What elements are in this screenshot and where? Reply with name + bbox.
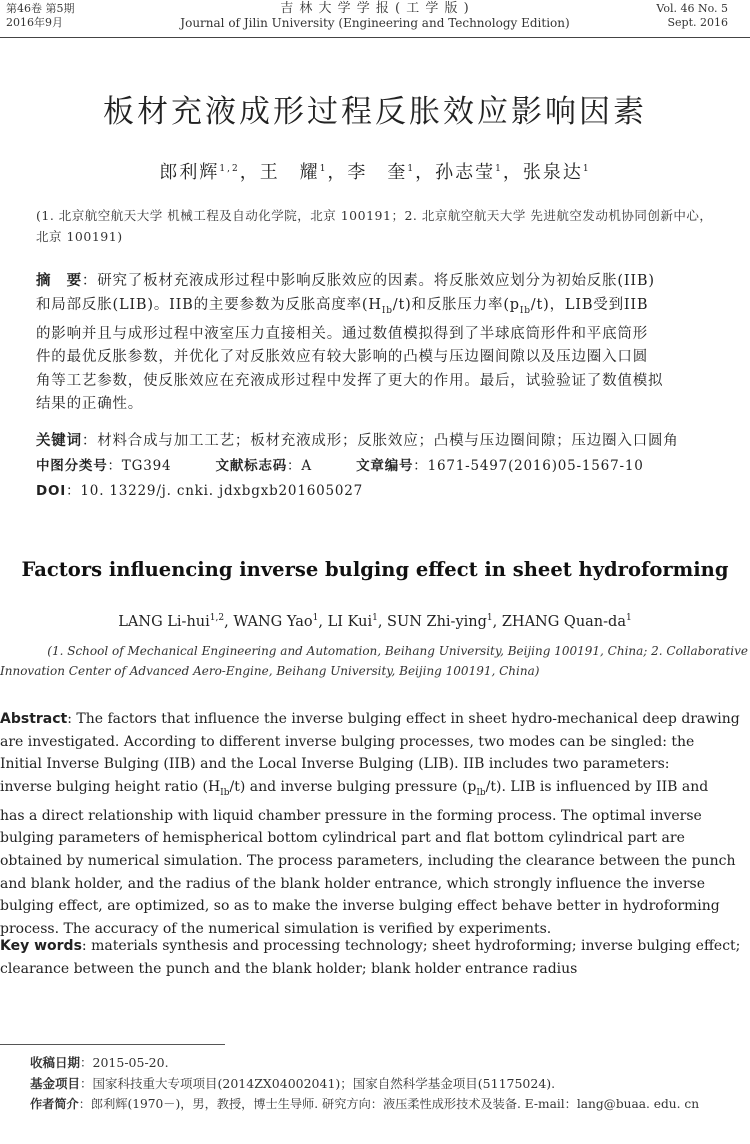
clc-value: ：TG394 bbox=[107, 458, 172, 474]
author-bio-label: 作者简介 bbox=[30, 1097, 79, 1111]
abstract-cn-line: 结果的正确性。 bbox=[36, 396, 144, 413]
abstract-en-line: bulging effect, are optimized, so as to make the inverse bulging effect behave better in hydroforming bbox=[0, 898, 720, 915]
keywords-en-line: clearance between the punch and the blank holder; blank holder entrance radius bbox=[0, 960, 578, 977]
doi-label: DOI bbox=[36, 483, 67, 499]
keywords-cn-text: ：材料合成与加工工艺；板材充液成形；反胀效应；凸模与压边圈间隙；压边圈入口圆角 bbox=[81, 433, 679, 449]
abstract-en-line: process. The accuracy of the numerical simulation is verified by experiments. bbox=[0, 921, 552, 938]
abstract-en-label: Abstract bbox=[0, 711, 68, 727]
abstract-cn-line: 的影响并且与成形过程中液室压力直接相关。通过数值模拟得到了半球底筒形件和平底筒形 bbox=[36, 325, 648, 342]
funding-value: ：国家科技重大专项项目(2014ZX04002041)；国家自然科学基金项目(51175024). bbox=[80, 1076, 556, 1091]
abstract-en-line: : The factors that influence the inverse bulging effect in sheet hydro-mechanical deep drawing bbox=[67, 711, 740, 727]
abstract-en-line: has a direct relationship with liquid chamber pressure in the forming process. The optimal inverse bbox=[0, 807, 702, 824]
abstract-en-line: and blank holder, and the radius of the blank holder entrance, which strongly influence the inverse bbox=[0, 875, 706, 892]
doi-value[interactable]: ：10. 13229/j. cnki. jdxbgxb201605027 bbox=[66, 483, 364, 499]
author-en: LANG Li-hui bbox=[118, 614, 210, 630]
journal-name bbox=[150, 2, 600, 30]
author-list-cn: 郎利辉$^{1,2}$，王 耀$^1$，李 奎$^1$，孙志莹$^1$，张泉达$^1$ bbox=[159, 162, 591, 183]
abstract-cn bbox=[36, 270, 726, 417]
author-affil-mark: 1 bbox=[319, 164, 328, 174]
author-en: ZHANG Quan-da bbox=[501, 614, 626, 630]
doc-code-label: 文献标志码 bbox=[215, 458, 288, 474]
abstract-en bbox=[0, 708, 748, 941]
date-cn: 2016年9月 bbox=[6, 16, 63, 29]
volume-issue-en: Vol. 46 No. 5 bbox=[656, 2, 728, 15]
author-cn: 郎利辉 bbox=[159, 162, 220, 183]
keywords-en-label: Key words bbox=[0, 938, 82, 954]
subscript: Ib bbox=[381, 305, 393, 316]
author-affil-mark: 1 bbox=[625, 613, 632, 624]
author-en: WANG Yao bbox=[233, 614, 313, 630]
author-en: LI Kui bbox=[327, 614, 373, 630]
journal-volume-issue bbox=[6, 2, 75, 30]
abstract-cn-line: ：研究了板材充液成形过程中影响反胀效应的因素。将反胀效应划分为初始反胀(IIB) bbox=[81, 273, 655, 289]
author-cn: 李 奎 bbox=[347, 162, 408, 183]
keywords-cn-label: 关键词 bbox=[36, 433, 82, 449]
subscript: Ib bbox=[476, 787, 486, 798]
doi-line bbox=[36, 480, 363, 504]
article-no-label: 文章编号 bbox=[356, 458, 414, 474]
author-cn: 孙志莹 bbox=[435, 162, 496, 183]
keywords-en-line: : materials synthesis and processing technology; sheet hydroforming; inverse bulging effect; bbox=[81, 938, 741, 954]
author-en: SUN Zhi-ying bbox=[387, 614, 487, 630]
abstract-en-line: inverse bulging height ratio (H bbox=[0, 779, 221, 796]
funding-label: 基金项目 bbox=[30, 1076, 81, 1091]
classification-line bbox=[36, 455, 644, 479]
subscript: Ib bbox=[519, 305, 531, 316]
journal-volume-issue-en bbox=[656, 2, 728, 30]
abstract-cn-line: 和局部反胀(LIB)。IIB的主要参数为反胀高度率(H bbox=[36, 296, 382, 313]
abstract-cn-line: 件的最优反胀参数，并优化了对反胀效应有较大影响的凸模与压边圈间隙以及压边圈入口圆 bbox=[36, 349, 648, 366]
journal-name-en: Journal of Jilin University (Engineering and Technology Edition) bbox=[180, 16, 570, 30]
clc-label: 中图分类号 bbox=[36, 458, 108, 474]
affiliation-en bbox=[0, 641, 750, 681]
keywords-en bbox=[0, 935, 748, 980]
author-affil-mark: 1 bbox=[486, 613, 493, 624]
abstract-en-line: obtained by numerical simulation. The process parameters, including the clearance between the punch bbox=[0, 853, 736, 870]
affiliation-en-line: Innovation Center of Advanced Aero-Engine, Beihang University, Beijing 100191, China) bbox=[0, 664, 540, 678]
abstract-cn-line: /t)，LIB受到IIB bbox=[530, 296, 649, 313]
author-affil-mark: 1 bbox=[582, 164, 591, 174]
abstract-cn-line: 角等工艺参数，使反胀效应在充液成形过程中发挥了更大的作用。最后，试验验证了数值模拟 bbox=[36, 372, 664, 389]
abstract-cn-label: 摘 要 bbox=[36, 273, 82, 289]
author-affil-mark: 1 bbox=[407, 164, 416, 174]
abstract-en-line: Initial Inverse Bulging (IIB) and the Local Inverse Bulging (LIB). IIB includes two parameters: bbox=[0, 756, 670, 773]
abstract-en-line: bulging parameters of hemispherical bottom cylindrical part and flat bottom cylindrical part are bbox=[0, 830, 685, 847]
author-cn: 王 耀 bbox=[259, 162, 320, 183]
footnotes bbox=[30, 1052, 748, 1115]
received-date-value: ：2015-05-20. bbox=[80, 1055, 169, 1070]
date-en: Sept. 2016 bbox=[667, 16, 728, 29]
received-date-label: 收稿日期 bbox=[30, 1055, 81, 1070]
article-no-value: ：1671-5497(2016)05-1567-10 bbox=[413, 458, 644, 474]
abstract-en-line: /t). LIB is influenced by IIB and bbox=[485, 779, 709, 796]
author-affil-mark: 1 bbox=[372, 613, 378, 624]
author-affil-mark: 1 bbox=[312, 613, 319, 624]
author-affil-mark: 1,2 bbox=[219, 164, 240, 174]
author-bio-value[interactable]: ：郎利辉(1970－)，男，教授，博士生导师. 研究方向：液压柔性成形技术及装备. E-mail：lang@buaa. edu. cn bbox=[78, 1097, 700, 1111]
journal-name-cn: 吉 林 大 学 学 报 ( 工 学 版 ) bbox=[280, 1, 470, 16]
keywords-cn bbox=[36, 430, 679, 454]
doc-code-value: ：A bbox=[287, 458, 312, 474]
author-cn: 张泉达 bbox=[522, 162, 583, 183]
author-list-en: LANG Li-hui$^{1,2}$, WANG Yao$^1$, LI Kui$^1$, SUN Zhi-ying$^1$, ZHANG Quan-$da^1$ bbox=[118, 613, 632, 630]
author-affil-mark: 1,2 bbox=[209, 613, 225, 624]
abstract-en-line: are investigated. According to different inverse bulging processes, two modes can be singled: the bbox=[0, 733, 695, 750]
affiliation-en-line: (1. School of Mechanical Engineering and Automation, Beihang University, Beijing 100191, China; 2. Collaborative bbox=[47, 644, 748, 658]
subscript: Ib bbox=[220, 787, 230, 798]
footnote-rule bbox=[0, 1044, 225, 1045]
abstract-cn-line: /t)和反胀压力率(p bbox=[392, 296, 520, 313]
volume-issue-cn: 第46卷 第5期 bbox=[6, 2, 75, 15]
paper-title-en: Factors influencing inverse bulging effect in sheet hydroforming bbox=[21, 558, 729, 581]
abstract-en-line: /t) and inverse bulging pressure (p bbox=[229, 779, 477, 796]
header-rule bbox=[0, 37, 750, 38]
paper-title-cn: 板材充液成形过程反胀效应影响因素 bbox=[103, 94, 647, 130]
author-affil-mark: 1 bbox=[495, 164, 503, 174]
affiliation-cn: (1. 北京航空航天大学 机械工程及自动化学院，北京 100191；2. 北京航空航天大学 先进航空发动机协同创新中心，北京 100191) bbox=[36, 208, 713, 244]
